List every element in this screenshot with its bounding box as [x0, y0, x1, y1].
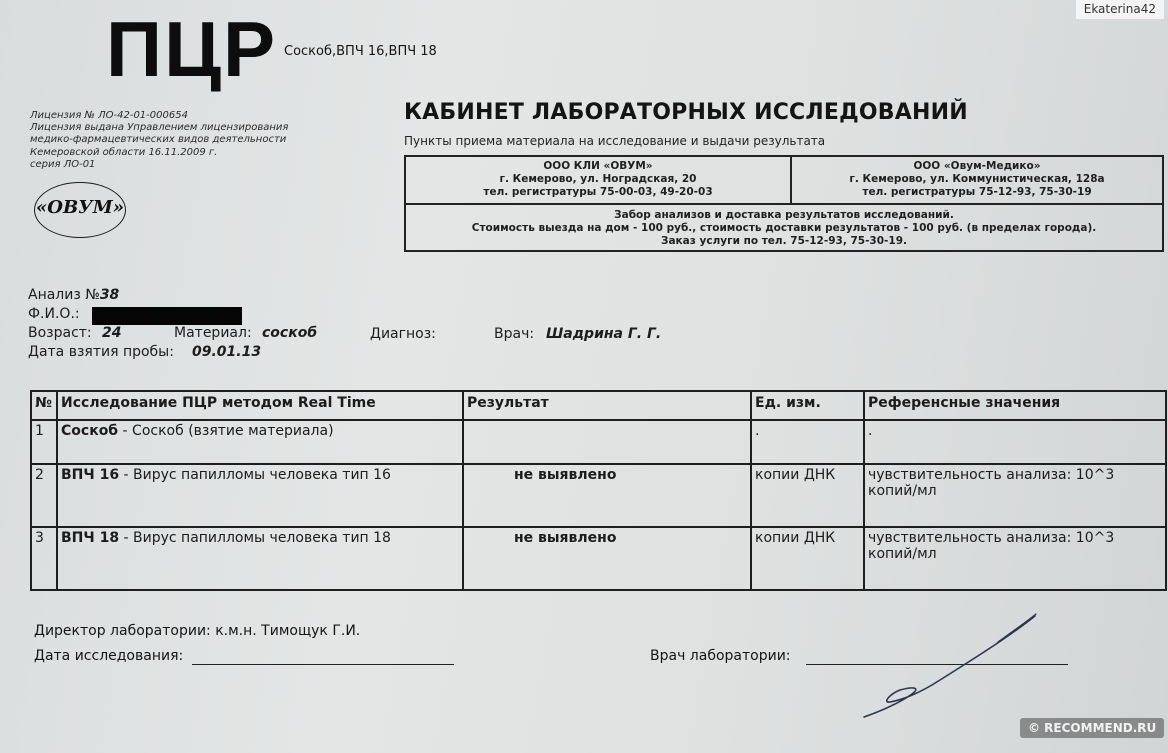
- reference-line: копий/мл: [868, 483, 937, 499]
- header-reference: Референсные значения: [864, 391, 1166, 420]
- test-name: - Соскоб (взятие материала): [118, 423, 334, 439]
- test-name: - Вирус папилломы человека тип 18: [119, 530, 391, 546]
- handwritten-signature: [860, 608, 1050, 723]
- test-code: ВПЧ 16: [61, 467, 120, 483]
- recommend-watermark: © RECOMMEND.RU: [1020, 718, 1164, 738]
- branch-phones: тел. регистратуры 75-12-93, 75-30-19: [862, 186, 1092, 198]
- row-test: [57, 420, 463, 464]
- row-no: 1: [31, 420, 57, 464]
- redacted-name: [92, 307, 242, 325]
- document-subtitle: Соскоб,ВПЧ 16,ВПЧ 18: [284, 44, 437, 59]
- service-line: Заказ услуги по тел. 75-12-93, 75-30-19.: [660, 235, 908, 247]
- analysis-number: [28, 287, 119, 303]
- diagnosis-label: Диагноз:: [370, 326, 436, 342]
- test-code: Соскоб: [61, 423, 119, 439]
- age-label: Возраст:: [28, 325, 92, 341]
- test-code: ВПЧ 18: [61, 530, 120, 546]
- document-title: ПЦР: [106, 5, 278, 93]
- license-line: Лицензия № ЛО-42-01-000654: [30, 110, 188, 121]
- header-no: №: [31, 391, 57, 420]
- material-label: Материал:: [174, 325, 252, 341]
- material-value: соскоб: [262, 325, 318, 341]
- reference-line: чувствительность анализа: 10^3: [868, 467, 1115, 483]
- table-row: [31, 527, 1166, 590]
- branch-ovum-mediko: [792, 160, 1162, 199]
- cabinet-title: КАБИНЕТ ЛАБОРАТОРНЫХ ИССЛЕДОВАНИЙ: [404, 100, 968, 125]
- branch-name: ООО КЛИ «ОВУМ»: [543, 160, 653, 172]
- row-reference: [864, 464, 1166, 527]
- row-test: [57, 527, 463, 590]
- lab-director: Директор лаборатории: к.м.н. Тимощук Г.И.: [34, 623, 361, 639]
- row-unit: копии ДНК: [751, 464, 864, 527]
- analysis-label: Анализ №: [28, 287, 100, 303]
- result-value: не выявлено: [514, 530, 617, 546]
- study-date-label: Дата исследования:: [34, 648, 184, 664]
- license-line: медико-фармацевтических видов деятельности: [30, 134, 287, 146]
- row-result: [463, 527, 751, 590]
- branch-name: ООО «Овум-Медико»: [913, 160, 1041, 172]
- doctor-label: Врач:: [494, 326, 535, 342]
- branch-phones: тел. регистратуры 75-00-03, 49-20-03: [483, 186, 713, 198]
- cabinet-points: Пункты приема материала на исследование и выдачи результата: [404, 134, 826, 148]
- reference-line: копий/мл: [868, 546, 937, 562]
- row-no: 3: [31, 527, 57, 590]
- row-result: [463, 464, 751, 527]
- analysis-value: 38: [99, 287, 120, 303]
- license-line: серия ЛО-01: [30, 158, 96, 170]
- row-reference: [864, 527, 1166, 590]
- author-watermark: Ekaterina42: [1076, 0, 1164, 19]
- row-test: [57, 464, 463, 527]
- branch-address: г. Кемерово, ул. Коммунистическая, 128а: [849, 173, 1105, 185]
- license-line: Лицензия выдана Управлением лицензирования: [30, 122, 289, 134]
- branches-divider-horizontal: [404, 203, 1164, 205]
- license-line: Кемеровской области 16.11.2009 г.: [30, 146, 218, 158]
- row-unit: копии ДНК: [751, 527, 864, 590]
- sample-date-value: 09.01.13: [192, 344, 262, 360]
- lab-doctor-label: Врач лаборатории:: [650, 648, 791, 664]
- service-line: Забор анализов и доставка результатов исследований.: [614, 209, 954, 221]
- branch-ovum: [406, 160, 790, 199]
- reference-line: .: [868, 423, 873, 439]
- ovum-logo-text: «ОВУМ»: [36, 197, 124, 218]
- study-date-line: [192, 664, 454, 665]
- row-no: 2: [31, 464, 57, 527]
- service-line: Стоимость выезда на дом - 100 руб., стоимость доставки результатов - 100 руб. (в пределах города).: [471, 222, 1097, 234]
- table-row: [31, 420, 1166, 464]
- row-unit: .: [751, 420, 864, 464]
- header-test: Исследование ПЦР методом Real Time: [57, 391, 463, 420]
- header-result: Результат: [463, 391, 751, 420]
- fio-label: Ф.И.О.:: [28, 306, 80, 322]
- result-value: не выявлено: [514, 467, 617, 483]
- table-row: [31, 464, 1166, 527]
- row-result: [463, 420, 751, 464]
- results-table: [30, 390, 1167, 591]
- reference-line: чувствительность анализа: 10^3: [868, 530, 1115, 546]
- doctor-value: Шадрина Г. Г.: [546, 326, 662, 342]
- home-service-info: [406, 209, 1162, 248]
- sample-date-label: Дата взятия пробы:: [28, 344, 174, 360]
- test-name: - Вирус папилломы человека тип 16: [119, 467, 391, 483]
- header-unit: Ед. изм.: [751, 391, 864, 420]
- row-reference: [864, 420, 1166, 464]
- age-value: 24: [102, 325, 122, 341]
- branch-address: г. Кемерово, ул. Ноградская, 20: [499, 173, 697, 185]
- license-block: [30, 110, 320, 171]
- table-header-row: [31, 391, 1166, 420]
